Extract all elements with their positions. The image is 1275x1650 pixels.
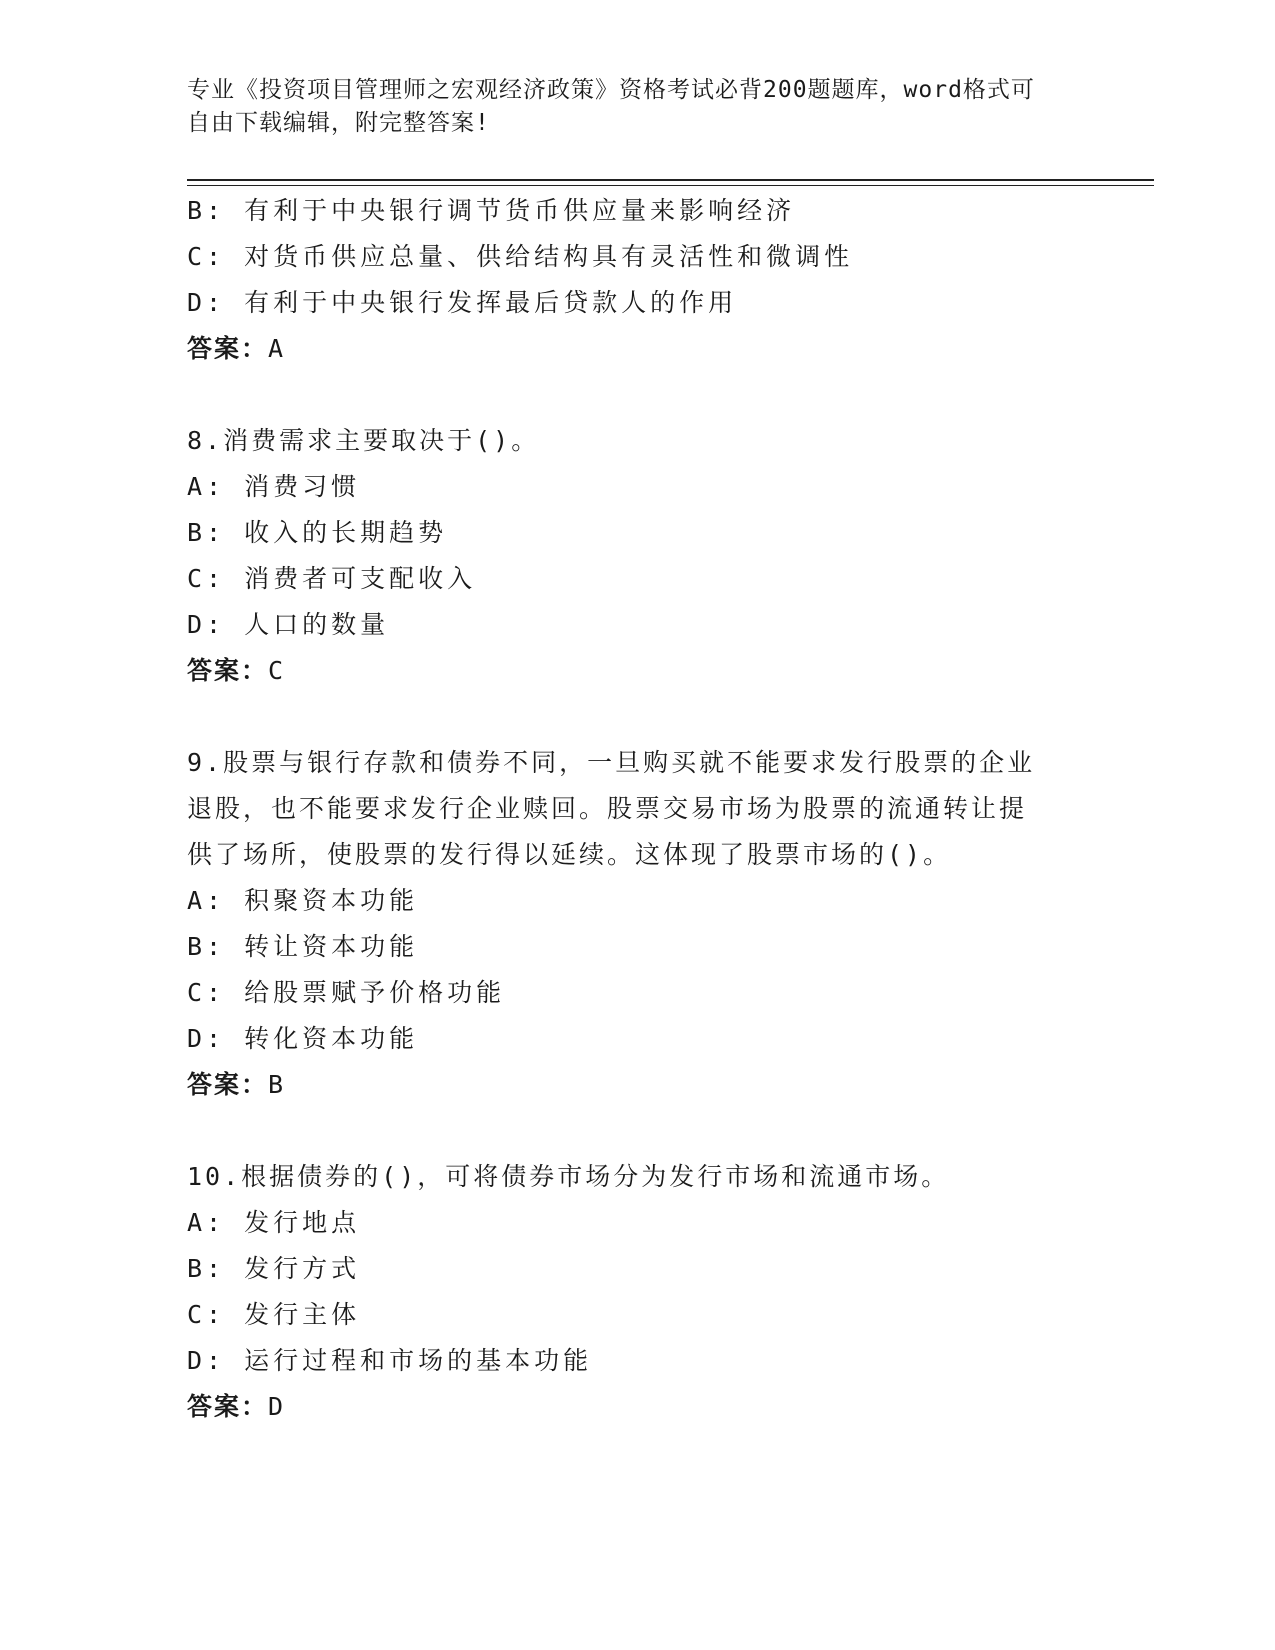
header-divider-thick xyxy=(187,179,1154,181)
question-stem-line-1: 9.股票与银行存款和债券不同，一旦购买就不能要求发行股票的企业 xyxy=(187,748,1036,777)
option-c: C: 发行主体 xyxy=(187,1300,361,1329)
document-header xyxy=(187,74,1067,140)
answer-label: 答案： xyxy=(187,1070,269,1099)
option-b: B: 转让资本功能 xyxy=(187,932,419,961)
question-stem-line-2: 退股，也不能要求发行企业赎回。股票交易市场为股票的流通转让提 xyxy=(187,794,1028,823)
option-b: B: 收入的长期趋势 xyxy=(187,518,448,547)
question-list xyxy=(187,188,1067,1430)
option-b: B: 有利于中央银行调节货币供应量来影响经济 xyxy=(187,196,796,225)
answer-line xyxy=(187,326,1067,372)
option-d: D: 人口的数量 xyxy=(187,610,390,639)
header-title-line-1: 专业《投资项目管理师之宏观经济政策》资格考试必背200题题库，word格式可 xyxy=(187,77,1035,103)
answer-label: 答案： xyxy=(187,656,269,685)
answer-value: D xyxy=(268,1392,285,1421)
option-c: C: 对货币供应总量、供给结构具有灵活性和微调性 xyxy=(187,242,854,271)
option-c: C: 给股票赋予价格功能 xyxy=(187,978,506,1007)
question-10 xyxy=(187,1154,1067,1430)
option-a: A: 积聚资本功能 xyxy=(187,886,419,915)
option-a: A: 消费习惯 xyxy=(187,472,361,501)
option-a: A: 发行地点 xyxy=(187,1208,361,1237)
answer-line xyxy=(187,648,1067,694)
question-stem: 10.根据债券的()，可将债券市场分为发行市场和流通市场。 xyxy=(187,1162,950,1191)
question-stem: 8.消费需求主要取决于()。 xyxy=(187,426,540,455)
header-title-line-2: 自由下载编辑，附完整答案! xyxy=(187,110,490,136)
question-9 xyxy=(187,740,1067,1108)
option-b: B: 发行方式 xyxy=(187,1254,361,1283)
answer-value: B xyxy=(268,1070,285,1099)
answer-value: A xyxy=(268,334,285,363)
question-stem-line-3: 供了场所，使股票的发行得以延续。这体现了股票市场的()。 xyxy=(187,840,952,869)
option-c: C: 消费者可支配收入 xyxy=(187,564,477,593)
option-d: D: 有利于中央银行发挥最后贷款人的作用 xyxy=(187,288,738,317)
option-d: D: 运行过程和市场的基本功能 xyxy=(187,1346,593,1375)
header-divider-thin xyxy=(187,185,1154,186)
question-7-continued xyxy=(187,188,1067,372)
answer-label: 答案： xyxy=(187,334,269,363)
answer-line xyxy=(187,1384,1067,1430)
option-d: D: 转化资本功能 xyxy=(187,1024,419,1053)
answer-value: C xyxy=(268,656,285,685)
question-8 xyxy=(187,418,1067,694)
answer-label: 答案： xyxy=(187,1392,269,1421)
answer-line xyxy=(187,1062,1067,1108)
